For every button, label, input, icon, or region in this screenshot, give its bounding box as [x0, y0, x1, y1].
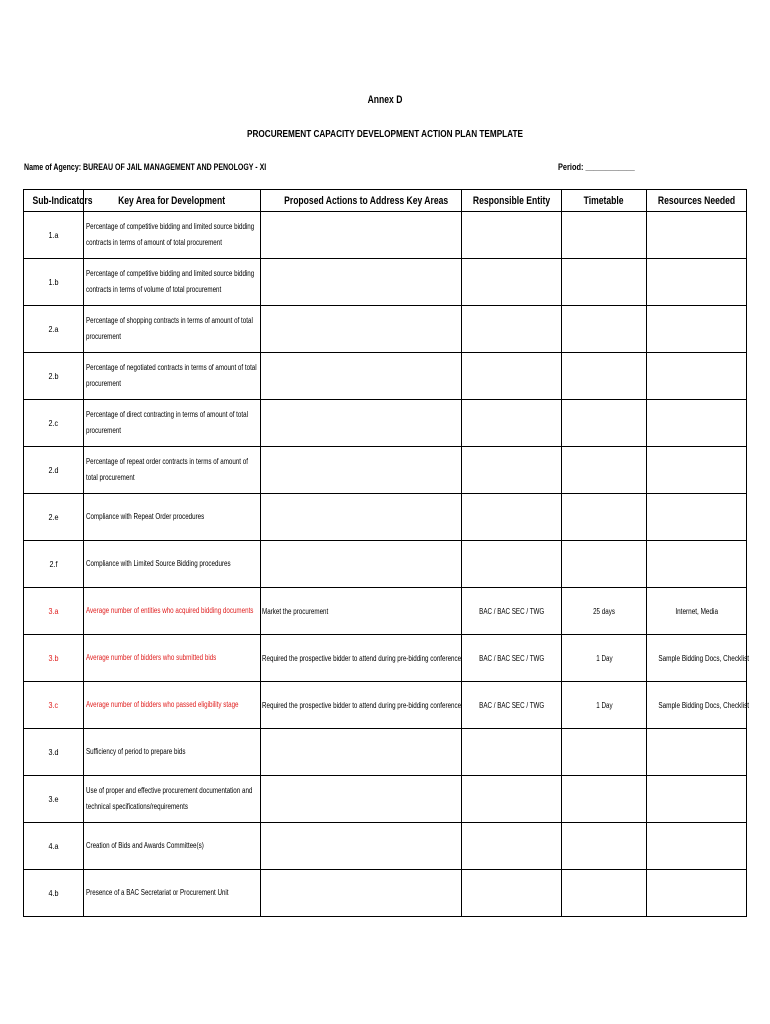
- key-area-cell: Average number of entities who acquired bidding documents: [84, 588, 261, 635]
- proposed-action-cell: [261, 259, 462, 306]
- resources-cell: [647, 541, 747, 588]
- proposed-action-cell: [261, 541, 462, 588]
- responsible-entity-cell: [462, 259, 562, 306]
- resources-cell: [647, 306, 747, 353]
- timetable-cell: [562, 306, 647, 353]
- resources-cell: [647, 400, 747, 447]
- resources-cell: Sample Bidding Docs, Checklist: [647, 635, 747, 682]
- sub-indicator-cell: 3.d: [24, 729, 84, 776]
- sub-indicator-cell: 2.a: [24, 306, 84, 353]
- proposed-action-cell: [261, 494, 462, 541]
- key-area-cell: Percentage of competitive bidding and limited source bidding contracts in terms of amount of total procurement: [84, 212, 261, 259]
- sub-indicator-cell: 2.f: [24, 541, 84, 588]
- responsible-entity-cell: [462, 400, 562, 447]
- key-area-cell: Compliance with Repeat Order procedures: [84, 494, 261, 541]
- proposed-action-cell: [261, 353, 462, 400]
- key-area-cell: Sufficiency of period to prepare bids: [84, 729, 261, 776]
- header-responsible-entity: Responsible Entity: [462, 190, 562, 212]
- sub-indicator-cell: 4.a: [24, 823, 84, 870]
- timetable-cell: [562, 729, 647, 776]
- resources-cell: [647, 494, 747, 541]
- table-row: [24, 588, 747, 635]
- action-plan-table: [23, 189, 750, 917]
- timetable-cell: 1 Day: [562, 682, 647, 729]
- responsible-entity-cell: BAC / BAC SEC / TWG: [462, 588, 562, 635]
- timetable-cell: [562, 353, 647, 400]
- responsible-entity-cell: [462, 776, 562, 823]
- header-timetable: Timetable: [562, 190, 647, 212]
- table-row: [24, 541, 747, 588]
- table-row: [24, 400, 747, 447]
- annex-label: Annex D: [367, 94, 403, 106]
- key-area-cell: Percentage of shopping contracts in terms of amount of total procurement: [84, 306, 261, 353]
- table-header-row: [24, 190, 747, 212]
- timetable-cell: [562, 447, 647, 494]
- key-area-cell: Use of proper and effective procurement documentation and technical specifications/requirements: [84, 776, 261, 823]
- page-title: PROCUREMENT CAPACITY DEVELOPMENT ACTION PLAN TEMPLATE: [247, 128, 523, 140]
- resources-cell: [647, 823, 747, 870]
- timetable-cell: [562, 541, 647, 588]
- table-row: [24, 776, 747, 823]
- timetable-cell: [562, 776, 647, 823]
- table-row: [24, 259, 747, 306]
- table-row: [24, 212, 747, 259]
- key-area-cell: Percentage of negotiated contracts in terms of amount of total procurement: [84, 353, 261, 400]
- header-proposed-actions: Proposed Actions to Address Key Areas: [261, 190, 462, 212]
- resources-cell: [647, 212, 747, 259]
- resources-cell: [647, 259, 747, 306]
- table-row: [24, 494, 747, 541]
- sub-indicator-cell: 1.b: [24, 259, 84, 306]
- proposed-action-cell: Required the prospective bidder to attend during pre-bidding conference: [261, 635, 462, 682]
- proposed-action-cell: [261, 212, 462, 259]
- header-resources-needed: Resources Needed: [647, 190, 747, 212]
- responsible-entity-cell: BAC / BAC SEC / TWG: [462, 635, 562, 682]
- sub-indicator-cell: 3.e: [24, 776, 84, 823]
- responsible-entity-cell: [462, 870, 562, 917]
- sub-indicator-cell: 2.d: [24, 447, 84, 494]
- sub-indicator-cell: 2.e: [24, 494, 84, 541]
- header-sub-indicators: Sub-Indicators: [24, 190, 84, 212]
- timetable-cell: [562, 259, 647, 306]
- table-row: [24, 635, 747, 682]
- responsible-entity-cell: BAC / BAC SEC / TWG: [462, 682, 562, 729]
- responsible-entity-cell: [462, 353, 562, 400]
- table-row: [24, 682, 747, 729]
- sub-indicator-cell: 3.b: [24, 635, 84, 682]
- proposed-action-cell: [261, 870, 462, 917]
- responsible-entity-cell: [462, 494, 562, 541]
- timetable-cell: [562, 212, 647, 259]
- timetable-cell: [562, 400, 647, 447]
- proposed-action-cell: [261, 306, 462, 353]
- sub-indicator-cell: 3.a: [24, 588, 84, 635]
- responsible-entity-cell: [462, 729, 562, 776]
- resources-cell: [647, 776, 747, 823]
- proposed-action-cell: [261, 447, 462, 494]
- resources-cell: [647, 729, 747, 776]
- resources-cell: [647, 870, 747, 917]
- key-area-cell: Percentage of direct contracting in terms of amount of total procurement: [84, 400, 261, 447]
- table-row: [24, 447, 747, 494]
- key-area-cell: Percentage of repeat order contracts in terms of amount of total procurement: [84, 447, 261, 494]
- responsible-entity-cell: [462, 541, 562, 588]
- agency-name: Name of Agency: BUREAU OF JAIL MANAGEMENT AND PENOLOGY - XI: [24, 162, 267, 172]
- proposed-action-cell: Market the procurement: [261, 588, 462, 635]
- resources-cell: Internet, Media: [647, 588, 747, 635]
- key-area-cell: Creation of Bids and Awards Committee(s): [84, 823, 261, 870]
- table-row: [24, 729, 747, 776]
- table-row: [24, 823, 747, 870]
- responsible-entity-cell: [462, 306, 562, 353]
- key-area-cell: Presence of a BAC Secretariat or Procurement Unit: [84, 870, 261, 917]
- table-row: [24, 306, 747, 353]
- key-area-cell: Percentage of competitive bidding and limited source bidding contracts in terms of volume of total procurement: [84, 259, 261, 306]
- timetable-cell: 25 days: [562, 588, 647, 635]
- proposed-action-cell: [261, 776, 462, 823]
- responsible-entity-cell: [462, 212, 562, 259]
- resources-cell: [647, 447, 747, 494]
- timetable-cell: [562, 494, 647, 541]
- table-row: [24, 353, 747, 400]
- sub-indicator-cell: 2.c: [24, 400, 84, 447]
- timetable-cell: [562, 823, 647, 870]
- header-key-area: Key Area for Development: [84, 190, 261, 212]
- responsible-entity-cell: [462, 447, 562, 494]
- key-area-cell: Compliance with Limited Source Bidding procedures: [84, 541, 261, 588]
- proposed-action-cell: [261, 729, 462, 776]
- timetable-cell: 1 Day: [562, 635, 647, 682]
- table-row: [24, 870, 747, 917]
- proposed-action-cell: [261, 400, 462, 447]
- proposed-action-cell: [261, 823, 462, 870]
- sub-indicator-cell: 2.b: [24, 353, 84, 400]
- resources-cell: [647, 353, 747, 400]
- sub-indicator-cell: 3.c: [24, 682, 84, 729]
- responsible-entity-cell: [462, 823, 562, 870]
- sub-indicator-cell: 4.b: [24, 870, 84, 917]
- proposed-action-cell: Required the prospective bidder to attend during pre-bidding conference: [261, 682, 462, 729]
- resources-cell: Sample Bidding Docs, Checklist: [647, 682, 747, 729]
- key-area-cell: Average number of bidders who passed eligibility stage: [84, 682, 261, 729]
- key-area-cell: Average number of bidders who submitted bids: [84, 635, 261, 682]
- timetable-cell: [562, 870, 647, 917]
- sub-indicator-cell: 1.a: [24, 212, 84, 259]
- period-field: Period: ____________: [558, 162, 635, 172]
